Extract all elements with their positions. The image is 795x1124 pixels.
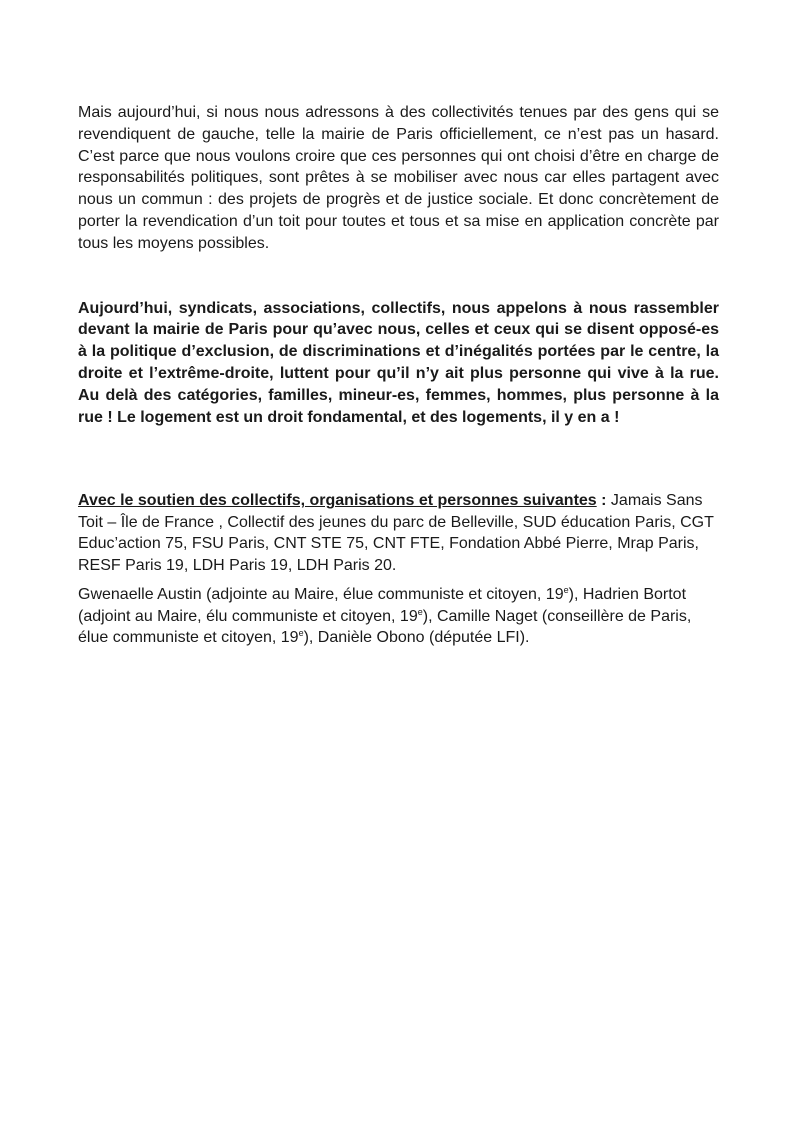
persons-list xyxy=(78,584,719,649)
paragraph-call-to-action: Aujourd’hui, syndicats, associations, collectifs, nous appelons à nous rassembler devant la mairie de Paris pour qu’avec nous, celles et ceux qui se disent opposé-es à la politique d’exclusion, de discriminations et d’inégalités portées par le centre, la droite et l’extrême-droite, luttent pour qu’il n’y ait plus personne qui vive à la rue. Au delà des catégories, familles, mineur-es, femmes, hommes, plus personne à la rue ! Le logement est un droit fondamental, et des logements, il y en a ! xyxy=(78,299,719,426)
ordinal-suffix: e xyxy=(417,606,423,617)
support-lead-colon: : xyxy=(596,492,607,510)
person-austin: Gwenaelle Austin (adjointe au Maire, élue communiste et citoyen, 19 xyxy=(78,586,564,604)
person-naget: ), Camille Naget (conseillère de Paris, élue communiste et citoyen, 19 xyxy=(78,607,692,647)
person-bortot: ), Hadrien Bortot (adjoint au Maire, élu communiste et citoyen, 19 xyxy=(78,586,687,625)
ordinal-suffix: e xyxy=(563,585,569,596)
ordinal-suffix: e xyxy=(298,628,304,639)
document-page xyxy=(78,102,719,649)
paragraph-intro: Mais aujourd’hui, si nous nous adressons à des collectivités tenues par des gens qui se revendiquent de gauche, telle la mairie de Paris officiellement, ce n’est pas un hasard. C’est parce que nous voulons croire que ces personnes qui ont choisi d’être en charge de responsabilités politiques, sont prêtes à se mobiliser avec nous car elles partagent avec nous un commun : des projets de progrès et de justice sociale. Et donc concrètement de porter la revendication d’un toit pour toutes et tous et sa mise en application concrète par tous les moyens possibles. xyxy=(78,104,719,252)
support-organisations: Jamais Sans Toit – Île de France , Collectif des jeunes du parc de Belleville, SUD éducation Paris, CGT Educ’action 75, FSU Paris, CNT STE 75, CNT FTE, Fondation Abbé Pierre, Mrap Paris, RESF Paris 19, LDH Paris 19, LDH Paris 20. xyxy=(78,492,714,574)
support-list xyxy=(78,490,719,576)
support-lead: Avec le soutien des collectifs, organisations et personnes suivantes xyxy=(78,492,597,510)
person-obono: ), Danièle Obono (députée LFI). xyxy=(303,629,530,647)
